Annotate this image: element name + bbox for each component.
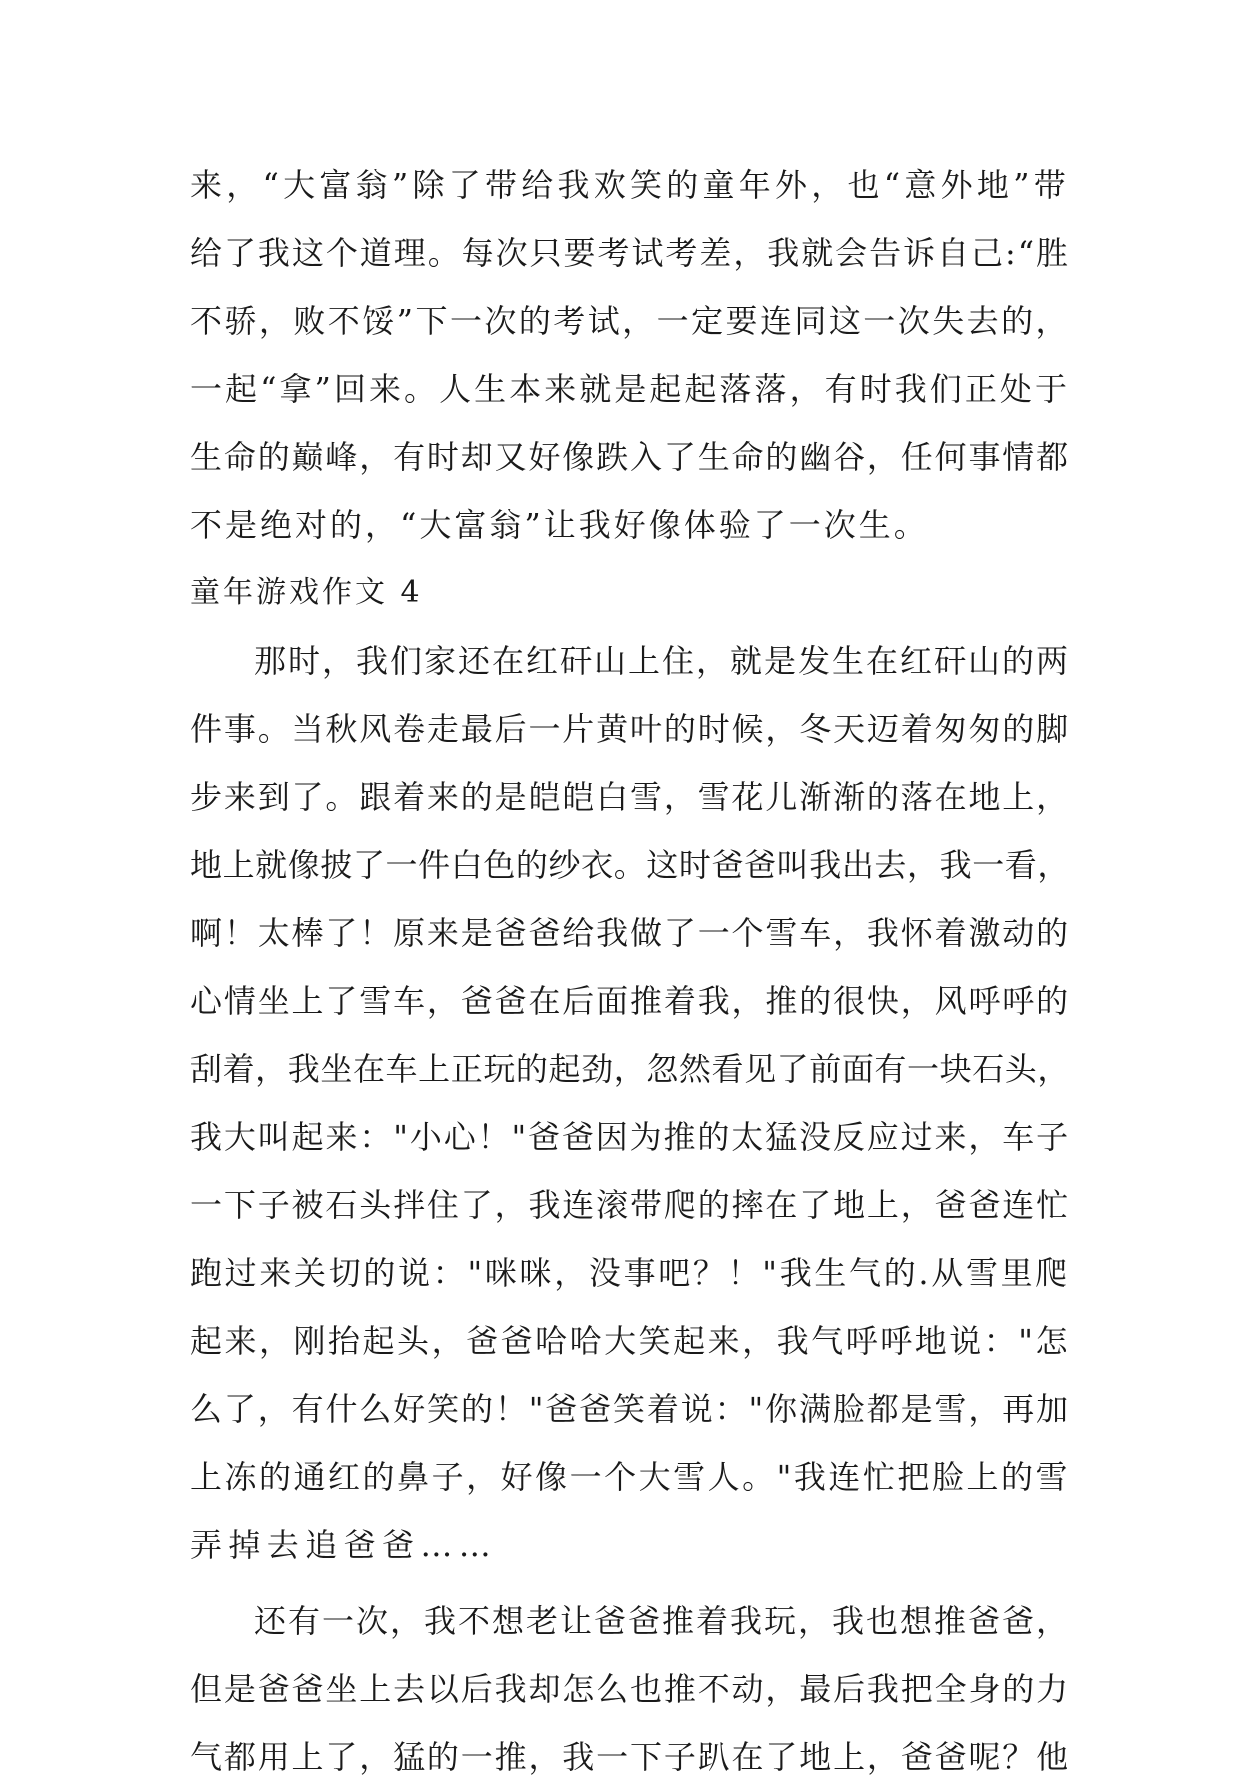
paragraph-line: 上冻的通红的鼻子，好像一个大雪人。"我连忙把脸上的雪	[190, 1458, 1070, 1496]
paragraph-line: 但是爸爸坐上去以后我却怎么也推不动，最后我把全身的力	[190, 1670, 1070, 1708]
paragraph-line: 生命的巅峰，有时却又好像跌入了生命的幽谷，任何事情都	[190, 438, 1070, 476]
paragraph-line: 我大叫起来："小心！"爸爸因为推的太猛没反应过来，车子	[190, 1118, 1070, 1156]
paragraph-line: 气都用上了，猛的一推，我一下子趴在了地上，爸爸呢？他	[190, 1738, 1070, 1776]
paragraph-line: 啊！太棒了！原来是爸爸给我做了一个雪车，我怀着激动的	[190, 914, 1070, 952]
paragraph-line: 那时，我们家还在红矸山上住，就是发生在红矸山的两	[254, 642, 1070, 680]
paragraph-line: 还有一次，我不想老让爸爸推着我玩，我也想推爸爸，	[254, 1602, 1070, 1640]
paragraph-line: 心情坐上了雪车，爸爸在后面推着我，推的很快，风呼呼的	[190, 982, 1070, 1020]
paragraph-line: 不是绝对的，“大富翁”让我好像体验了一次生。	[190, 506, 929, 544]
paragraph-line: 弄掉去追爸爸……	[190, 1526, 498, 1564]
paragraph-line: 件事。当秋风卷走最后一片黄叶的时候，冬天迈着匆匆的脚	[190, 710, 1070, 748]
paragraph-line: 地上就像披了一件白色的纱衣。这时爸爸叫我出去，我一看，	[190, 846, 1070, 884]
paragraph-line: 跑过来关切的说："咪咪，没事吧？！"我生气的.从雪里爬	[190, 1254, 1070, 1292]
paragraph-line: 起来，刚抬起头，爸爸哈哈大笑起来，我气呼呼地说："怎	[190, 1322, 1070, 1360]
paragraph-line: 一下子被石头拌住了，我连滚带爬的摔在了地上，爸爸连忙	[190, 1186, 1070, 1224]
paragraph-line: 一起“拿”回来。人生本来就是起起落落，有时我们正处于	[190, 370, 1070, 408]
paragraph-line: 不骄，败不馁”下一次的考试，一定要连同这一次失去的，	[190, 302, 1070, 340]
section-heading: 童年游戏作文 4	[190, 575, 423, 610]
paragraph-line: 刮着，我坐在车上正玩的起劲，忽然看见了前面有一块石头，	[190, 1050, 1070, 1088]
paragraph-line: 步来到了。跟着来的是皑皑白雪，雪花儿渐渐的落在地上，	[190, 778, 1070, 816]
paragraph-line: 来，“大富翁”除了带给我欢笑的童年外，也“意外地”带	[190, 166, 1070, 204]
paragraph-line: 么了，有什么好笑的！"爸爸笑着说："你满脸都是雪，再加	[190, 1390, 1070, 1428]
paragraph-line: 给了我这个道理。每次只要考试考差，我就会告诉自己:“胜	[190, 234, 1070, 272]
